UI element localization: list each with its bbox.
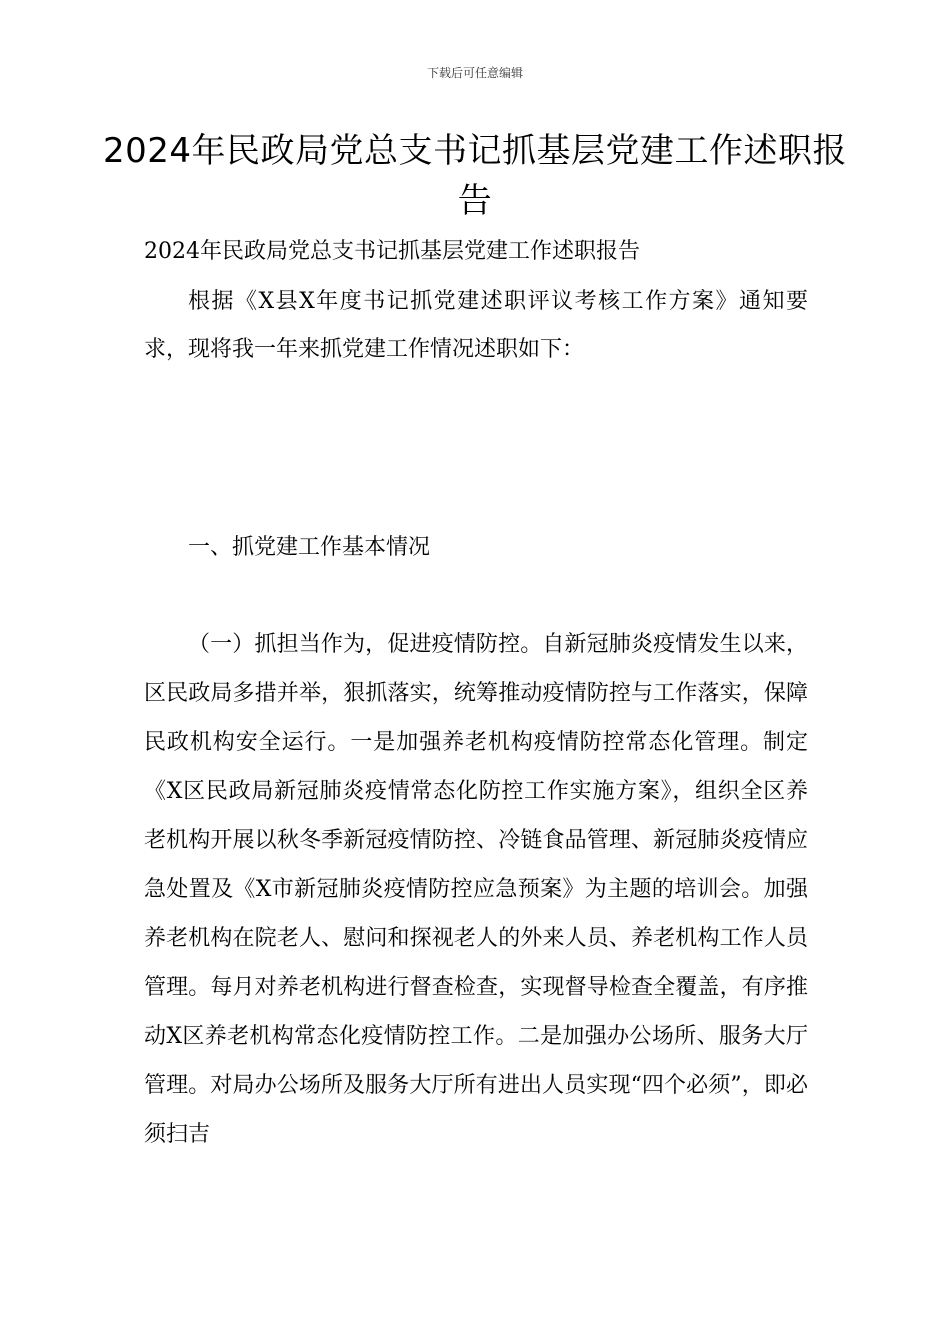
document-title: 2024年民政局党总支书记抓基层党建工作述职报告: [102, 131, 848, 221]
header-note: 下载后可任意编辑: [426, 66, 523, 80]
section-heading: 一、抓党建工作基本情况: [188, 535, 431, 560]
document-subtitle: 2024年民政局党总支书记抓基层党建工作述职报告: [144, 239, 640, 264]
intro-paragraph: 根据《X县X年度书记抓党建述职评议考核工作方案》通知要求，现将我一年来抓党建工作情况述职如下：: [144, 289, 808, 362]
section-1-paragraph: （一）抓担当作为，促进疫情防控。自新冠肺炎疫情发生以来，区民政局多措并举，狠抓落实，统筹推动疫情防控与工作落实，保障民政机构安全运行。一是加强养老机构疫情防控常态化管理。制定《X区民政局新冠肺炎疫情常态化防控工作实施方案》，组织全区养老机构开展以秋冬季新冠疫情防控、冷链食品管理、新冠肺炎疫情应急处置及《X市新冠肺炎疫情防控应急预案》为主题的培训会。加强养老机构在院老人、慰问和探视老人的外来人员、养老机构工作人员管理。每月对养老机构进行督查检查，实现督导检查全覆盖，有序推动X区养老机构常态化疫情防控工作。二是加强办公场所、服务大厅管理。对局办公场所及服务大厅所有进出人员实现“四个必须”，即必须扫吉: [144, 632, 808, 1147]
document-body: [144, 228, 808, 1159]
